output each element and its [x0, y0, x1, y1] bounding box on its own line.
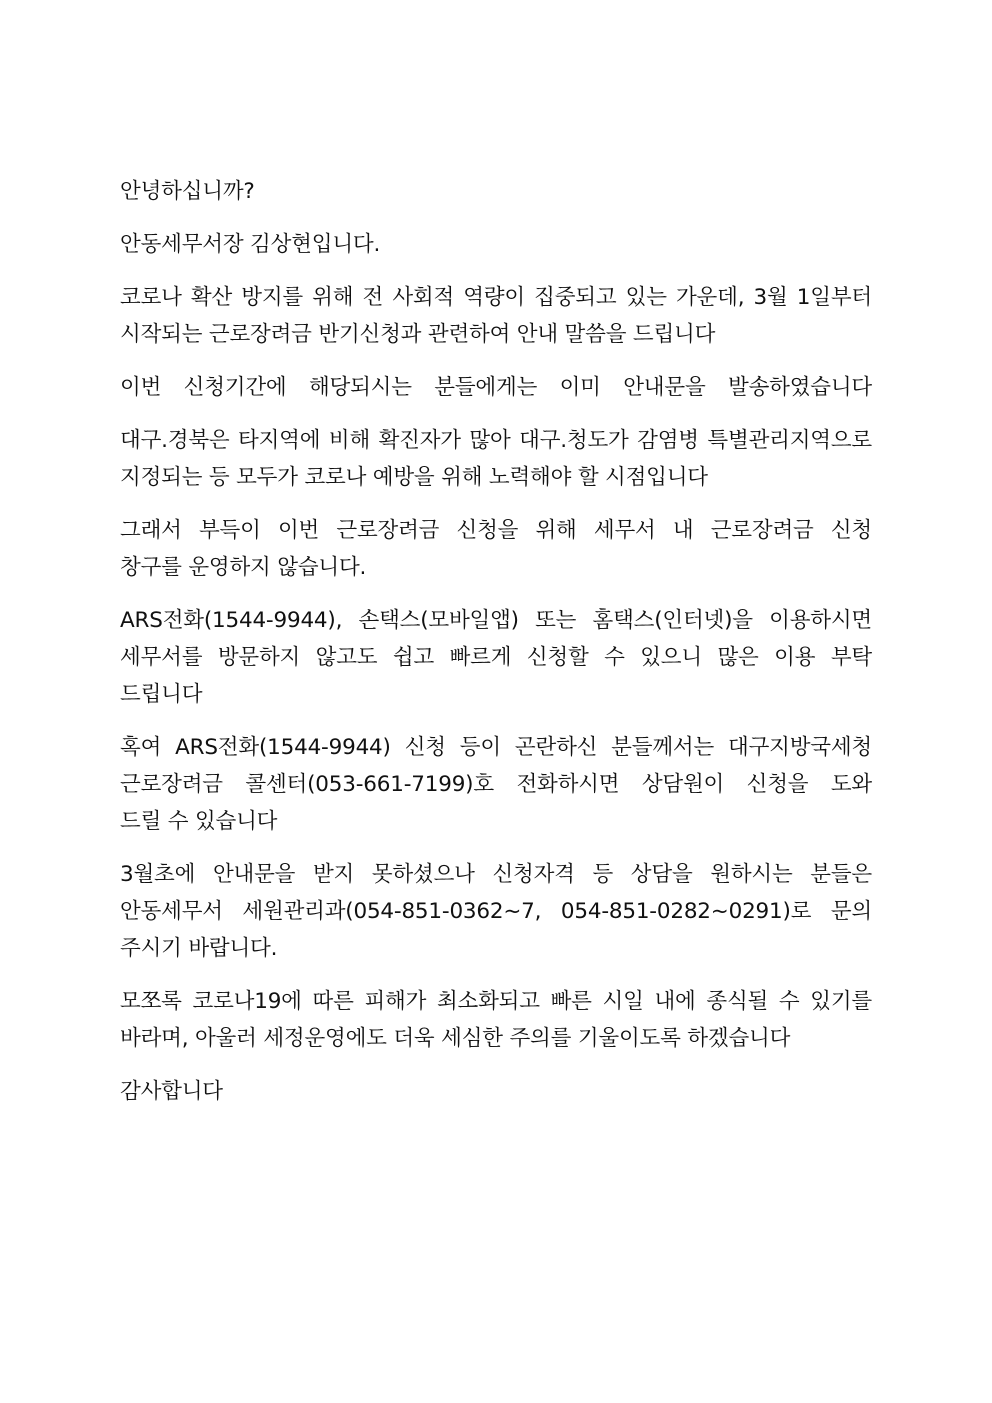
paragraph-line: ARS전화(1544-9944), 손택스(모바일앱) 또는 홈택스(인터넷)을 이용하시면 [120, 608, 872, 633]
paragraph-line: 근로장려금 콜센터(053-661-7199)호 전화하시면 상담원이 신청을 도와 [120, 772, 872, 797]
paragraph-line: 이번 신청기간에 해당되시는 분들에게는 이미 안내문을 발송하였습니다 [120, 375, 872, 400]
paragraph-line: 대구.경북은 타지역에 비해 확진자가 많아 대구.청도가 감염병 특별관리지역으로 [120, 428, 872, 453]
paragraph-5 [120, 602, 872, 713]
paragraph-line: 바라며, 아울러 세정운영에도 더욱 세심한 주의를 기울이도록 하겠습니다 [120, 1026, 791, 1051]
closing-text: 감사합니다 [120, 1079, 223, 1104]
intro-text: 안동세무서장 김상현입니다. [120, 232, 381, 257]
paragraph-line: 3월초에 안내문을 받지 못하셨으나 신청자격 등 상담을 원하시는 분들은 [120, 862, 872, 887]
paragraph-line: 주시기 바랍니다. [120, 936, 278, 961]
paragraph-7 [120, 856, 872, 967]
paragraph-line: 코로나 확산 방지를 위해 전 사회적 역량이 집중되고 있는 가운데, 3월 1일부터 [120, 285, 872, 310]
paragraph-line: 모쪼록 코로나19에 따른 피해가 최소화되고 빠른 시일 내에 종식될 수 있기를 [120, 989, 872, 1014]
paragraph-line: 시작되는 근로장려금 반기신청과 관련하여 안내 말씀을 드립니다 [120, 322, 716, 347]
paragraph-4 [120, 512, 872, 586]
paragraph-line: 안동세무서 세원관리과(054-851-0362~7, 054-851-0282~0291)로 문의 [120, 899, 872, 924]
closing [120, 1073, 872, 1110]
paragraph-line: 드릴 수 있습니다 [120, 809, 278, 834]
paragraph-line: 그래서 부득이 이번 근로장려금 신청을 위해 세무서 내 근로장려금 신청 [120, 518, 872, 543]
intro [120, 226, 872, 263]
greeting-text: 안녕하십니까? [120, 179, 255, 204]
paragraph-line: 창구를 운영하지 않습니다. [120, 555, 367, 580]
paragraph-1 [120, 279, 872, 353]
paragraph-8 [120, 983, 872, 1057]
paragraph-line: 지정되는 등 모두가 코로나 예방을 위해 노력해야 할 시점입니다 [120, 465, 708, 490]
paragraph-2 [120, 369, 872, 406]
paragraph-3 [120, 422, 872, 496]
paragraph-line: 드립니다 [120, 682, 203, 707]
letter-body [120, 173, 872, 1126]
greeting [120, 173, 872, 210]
paragraph-line: 세무서를 방문하지 않고도 쉽고 빠르게 신청할 수 있으니 많은 이용 부탁 [120, 645, 872, 670]
paragraph-line: 혹여 ARS전화(1544-9944) 신청 등이 곤란하신 분들께서는 대구지방국세청 [120, 735, 872, 760]
paragraph-6 [120, 729, 872, 840]
